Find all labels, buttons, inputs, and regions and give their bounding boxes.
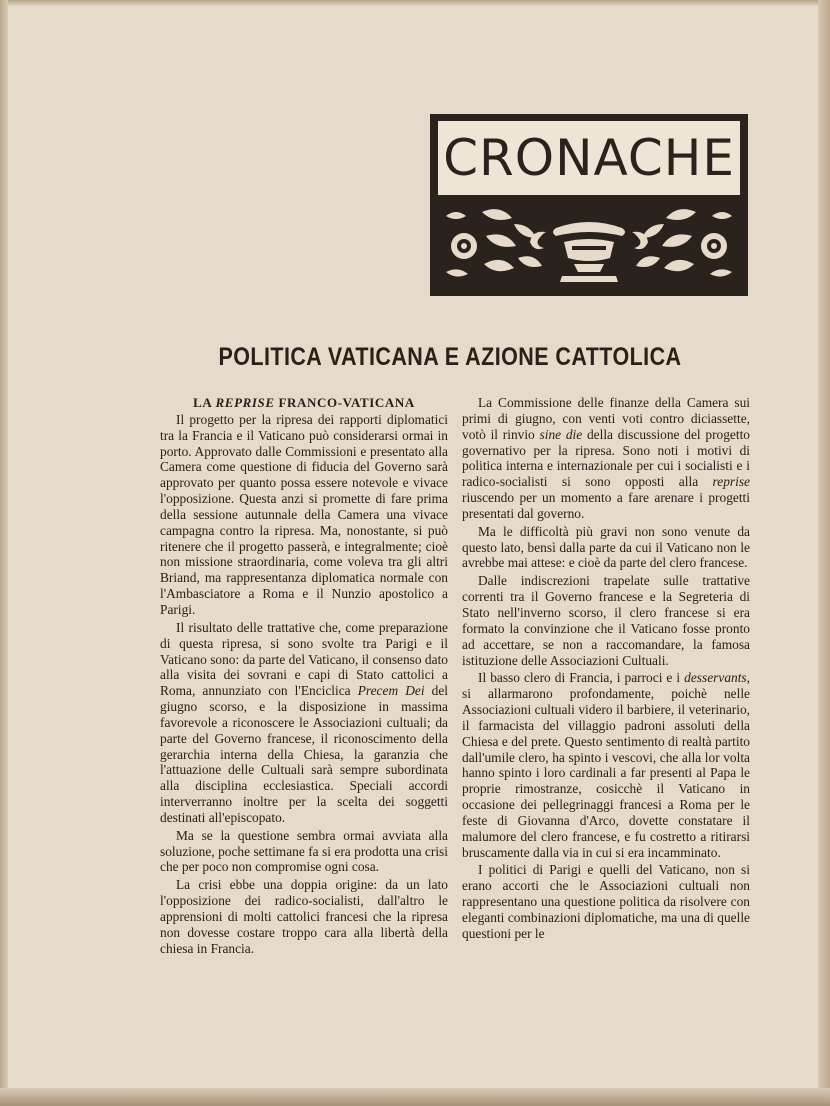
- paragraph: Ma se la questione sembra ormai avviata alla soluzione, poche settimane fa si era prodotta una crisi che per poco non compromise ogni cosa.: [160, 827, 448, 875]
- italic-run: reprise: [712, 474, 750, 490]
- paragraph: I politici di Parigi e quelli del Vaticano, non si erano accorti che le Associazioni cultuali non rappresentano una questione politica da risolvere con eleganti combinazioni diplomatiche, ma una di quelle questioni per le: [462, 862, 750, 941]
- article-column-left: [160, 395, 448, 959]
- paragraph: Ma le difficoltà più gravi non sono venute da questo lato, bensì dalla parte da cui il Vaticano non le avrebbe mai attese: e cioè da parte del clero francese.: [462, 523, 750, 571]
- masthead-title: CRONACHE: [443, 129, 735, 187]
- paragraph: Dalle indiscrezioni trapelate sulle trattative correnti tra il Governo francese e la Segreteria di Stato nell'inverno scorso, il clero francese si era formato la convinzione che il Vaticano fosse pronto ad accettare, se non a raccomandare, la famosa istituzione delle Associazioni Cultuali.: [462, 573, 750, 668]
- text-run: Il basso clero di Francia, i parroci e i: [478, 670, 685, 686]
- italic-run: Precem Dei: [357, 683, 425, 699]
- subhead-prefix: LA: [193, 395, 216, 410]
- masthead-title-box: [438, 121, 740, 195]
- article-column-right: [462, 395, 750, 944]
- paragraph: Il progetto per la ripresa dei rapporti diplomatici tra la Francia e il Vaticano può considerarsi ormai in porto. Approvato dalle Commissioni e presentato alla Camera come questione di fiducia del Governo sarà approvato per quanto possa essere notevole e vivace l'opposizione. Questa anzi si promette di fare prima della sessione autunnale della Camera una vivace campagna contro la ripresa. Ma, nonostante, si può ritenere che il progetto passerà, e integralmente; cioè non missione straordinaria, come voleva tra gli altri Briand, ma rappresentanza diplomatica normale con l'Ambasciatore a Roma e il Nunzio apostolico a Parigi.: [160, 411, 448, 617]
- paper-edge-left: [0, 0, 8, 1106]
- text-run: della discussione del progetto governativo per la ripresa. Sono noti i motivi di politica interna e internazionale per cui i socialisti e i radico-socialisti si sono opposti alla: [462, 426, 751, 490]
- subhead-suffix: FRANCO-VATICANA: [274, 395, 415, 410]
- paper-edge-bottom: [0, 1088, 830, 1106]
- paragraph: [462, 395, 750, 522]
- text-run: Il risultato delle trattative che, come preparazione di questa ripresa, si sono svolte tra Parigi e il Vaticano sono: da parte del Vaticano, il consenso dato alla visita dei sovrani e capi di Stato cattolici a Roma, annunziato con l'Enciclica: [160, 619, 448, 699]
- italic-run: desservants: [684, 670, 747, 686]
- paragraph: [462, 670, 750, 860]
- paragraph: [160, 620, 448, 826]
- ornament-vase-icon: [438, 202, 740, 288]
- subhead-italic: REPRISE: [215, 395, 275, 410]
- paper-edge-top: [0, 0, 830, 6]
- text-run: riuscendo per un momento a fare arenare i progetti presentati dal governo.: [462, 490, 750, 521]
- section-subhead: [160, 395, 448, 411]
- text-run: del giugno scorso, e la disposizione in massima favorevole a riconoscere le Associazioni cultuali; da parte del Governo francese, il riconoscimento della gerarchia interna della Chiesa, la garanzia che l'attuazione delle Cultuali sarà sempre subordinata alla disciplina ecclesiastica. Speciali accordi interverranno inoltre per la scelta dei soggetti destinati all'episcopato.: [160, 683, 448, 825]
- paragraph: La crisi ebbe una doppia origine: da un lato l'opposizione dei radico-socialisti, dall'altro le apprensioni di molti cattolici francesi che la ripresa non dovesse costare troppo cara alla libertà della chiesa in Francia.: [160, 877, 448, 956]
- masthead: [430, 114, 748, 296]
- text-run: , si allarmarono profondamente, poichè nelle Associazioni cultuali videro il barbiere, il veterinario, il farmacista del villaggio padroni assoluti della Chiesa e del prete. Questo sentimento di realtà partito dall'umile clero, ha spinto i vescovi, che alla lor volta hanno spinto i loro cardinali a far presenti al Papa le proprie rimostranze, cosicchè il Vaticano in occasione dei pellegrinaggi francesi a Roma per le feste di Giovanna d'Arco, dovette constatare il malumore del clero francese, e fu costretto a ritirarsi bruscamente dalla via in cui si era incamminato.: [462, 670, 750, 860]
- paper-edge-right: [818, 0, 830, 1106]
- text-run: La Commissione delle finanze della Camera sui primi di giugno, con venti voti contro diciassette, votò il rinvio: [462, 395, 750, 442]
- article-headline: POLITICA VATICANA E AZIONE CATTOLICA: [218, 343, 682, 371]
- italic-run: sine die: [539, 426, 583, 442]
